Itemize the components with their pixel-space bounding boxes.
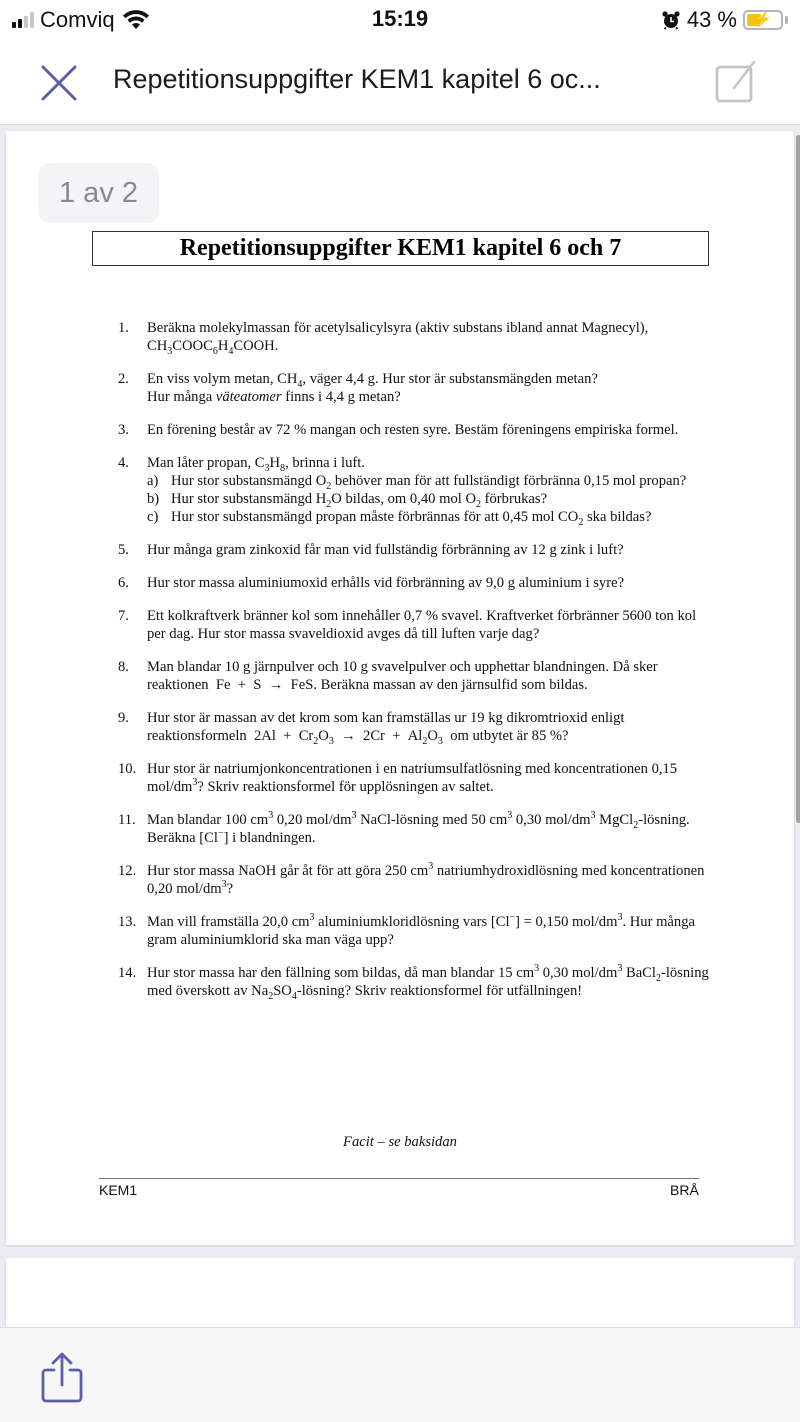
battery-icon: [743, 10, 783, 30]
battery-percent: 43 %: [686, 7, 737, 32]
question-number: 11.: [118, 812, 136, 828]
share-button[interactable]: [40, 1352, 84, 1404]
question-number: 2.: [118, 371, 129, 387]
question-item: [118, 541, 718, 559]
sub-question: b) Hur stor substansmängd $H_2O$ bildas, om 0,40 mol $O_2$ förbrukas?: [147, 491, 548, 510]
alarm-icon: [661, 10, 681, 30]
question-number: 7.: [118, 608, 129, 624]
footer-left-text: KEM1: [99, 1182, 138, 1198]
facit-note: Facit – se baksidan: [343, 1134, 457, 1150]
question-item: [118, 709, 718, 745]
question-text: Man blandar 10 g järnpulver och 10 g svavelpulver och upphettar blandningen. Då sker reaktionen Fe + S → FeS. Beräkna massan av den järnsulfid som bildas.: [147, 659, 658, 693]
question-number: 5.: [118, 542, 129, 558]
status-bar: [0, 0, 800, 40]
question-text: Beräkna molekylmassan för acetylsalicylsyra (aktiv substans ibland annat Magnecyl), $CH_3COOC_6H_4COOH$.: [147, 320, 649, 357]
question-item: [118, 319, 718, 355]
document-title: Repetitionsuppgifter KEM1 kapitel 6 oc...: [113, 64, 601, 94]
sub-question: a) Hur stor substansmängd $O_2$ behöver man för att fullständigt förbränna 0,15 mol propan?: [147, 473, 687, 492]
question-item: [118, 811, 718, 847]
question-item: [118, 421, 718, 439]
question-text: Hur stor massa NaOH går åt för att göra 250 $cm^3$ natriumhydroxidlösning med koncentrationen 0,20 mol/$dm^3$?: [147, 861, 705, 897]
page-counter: 1 av 2: [38, 163, 159, 223]
question-number: 14.: [118, 965, 137, 981]
question-item: [118, 913, 718, 949]
question-item: [118, 964, 718, 1000]
question-text: Hur många gram zinkoxid får man vid fullständig förbränning av 12 g zink i luft?: [147, 542, 624, 558]
footer-right-text: BRÅ: [670, 1182, 699, 1198]
question-item: [118, 658, 718, 694]
markup-icon: [714, 58, 760, 104]
footer-divider: [99, 1178, 699, 1179]
question-text: En förening består av 72 % mangan och resten syre. Bestäm föreningens empiriska formel.: [147, 422, 679, 438]
question-text: Man vill framställa 20,0 $cm^3$ aluminiumkloridlösning vars [Cl−] = 0,150 mol/$dm^3$. Hur många gram aluminiumklorid ska man väga upp?: [147, 912, 695, 948]
pdf-page-1: [6, 131, 794, 1245]
question-number: 4.: [118, 455, 129, 471]
share-icon: [40, 1352, 84, 1404]
bottom-toolbar: [0, 1327, 800, 1422]
question-text: Man låter propan, $C_3H_8$, brinna i luft.: [147, 455, 365, 474]
pdf-heading: Repetitionsuppgifter KEM1 kapitel 6 och 7: [92, 231, 709, 266]
document-viewer[interactable]: [0, 124, 800, 1327]
question-text: Hur stor är natriumjonkoncentrationen i en natriumsulfatlösning med koncentrationen 0,15 mol/$dm^3$? Skriv reaktionsformel för upplösningen av saltet.: [147, 761, 678, 795]
question-text: En viss volym metan, $CH_4$, väger 4,4 g. Hur stor är substansmängden metan? Hur många väteatomer finns i 4,4 g metan?: [147, 371, 598, 405]
question-list: [118, 319, 718, 1015]
question-item: [118, 862, 718, 898]
question-text: Ett kolkraftverk bränner kol som innehåller 0,7 % svavel. Kraftverket förbränner 5600 ton kol per dag. Hur stor massa svaveldioxid avges då till luften varje dag?: [147, 608, 697, 642]
carrier-name: Comviq: [40, 7, 115, 32]
question-number: 10.: [118, 761, 137, 777]
close-icon: [38, 62, 80, 104]
sub-label: a): [147, 473, 159, 489]
question-number: 6.: [118, 575, 129, 591]
question-text: Hur stor massa har den fällning som bildas, då man blandar 15 $cm^3$ 0,30 mol/$dm^3$ BaCl$_2$-lösning med överskott av $Na_2SO_4$-lösning? Skriv reaktionsformel för utfällningen!: [147, 963, 709, 1002]
question-number: 8.: [118, 659, 129, 675]
sub-label: c): [147, 509, 159, 525]
scrollbar[interactable]: [796, 135, 800, 823]
question-text: Man blandar 100 $cm^3$ 0,20 mol/$dm^3$ NaCl-lösning med 50 $cm^3$ 0,30 mol/$dm^3$ MgCl$_2$-lösning. Beräkna [Cl−] i blandningen.: [147, 810, 690, 846]
question-item: [118, 454, 718, 526]
nav-header: [0, 40, 800, 124]
question-item: [118, 574, 718, 592]
status-right: [661, 6, 788, 34]
sub-question: c) Hur stor substansmängd propan måste förbrännas för att 0,45 mol $CO_2$ ska bildas?: [147, 509, 652, 528]
battery-tip: [785, 16, 788, 24]
question-text: Hur stor är massan av det krom som kan framställas ur 19 kg dikromtrioxid enligt reaktionsformeln $2Al + Cr_2O_3 \to 2Cr + Al_2O_3$ om utbytet är 85 %?: [147, 710, 625, 747]
question-number: 13.: [118, 914, 137, 930]
close-button[interactable]: [38, 62, 80, 104]
status-time: 15:19: [371, 6, 429, 31]
question-number: 9.: [118, 710, 129, 726]
question-number: 3.: [118, 422, 129, 438]
question-item: [118, 607, 718, 643]
question-text: Hur stor massa aluminiumoxid erhålls vid förbränning av 9,0 g aluminium i syre?: [147, 575, 625, 591]
markup-button[interactable]: [714, 58, 760, 104]
charging-bolt-icon: ⚡: [753, 11, 773, 28]
question-number: 12.: [118, 863, 137, 879]
sub-label: b): [147, 491, 160, 507]
question-number: 1.: [118, 320, 129, 336]
question-item: [118, 370, 718, 406]
question-item: [118, 760, 718, 796]
